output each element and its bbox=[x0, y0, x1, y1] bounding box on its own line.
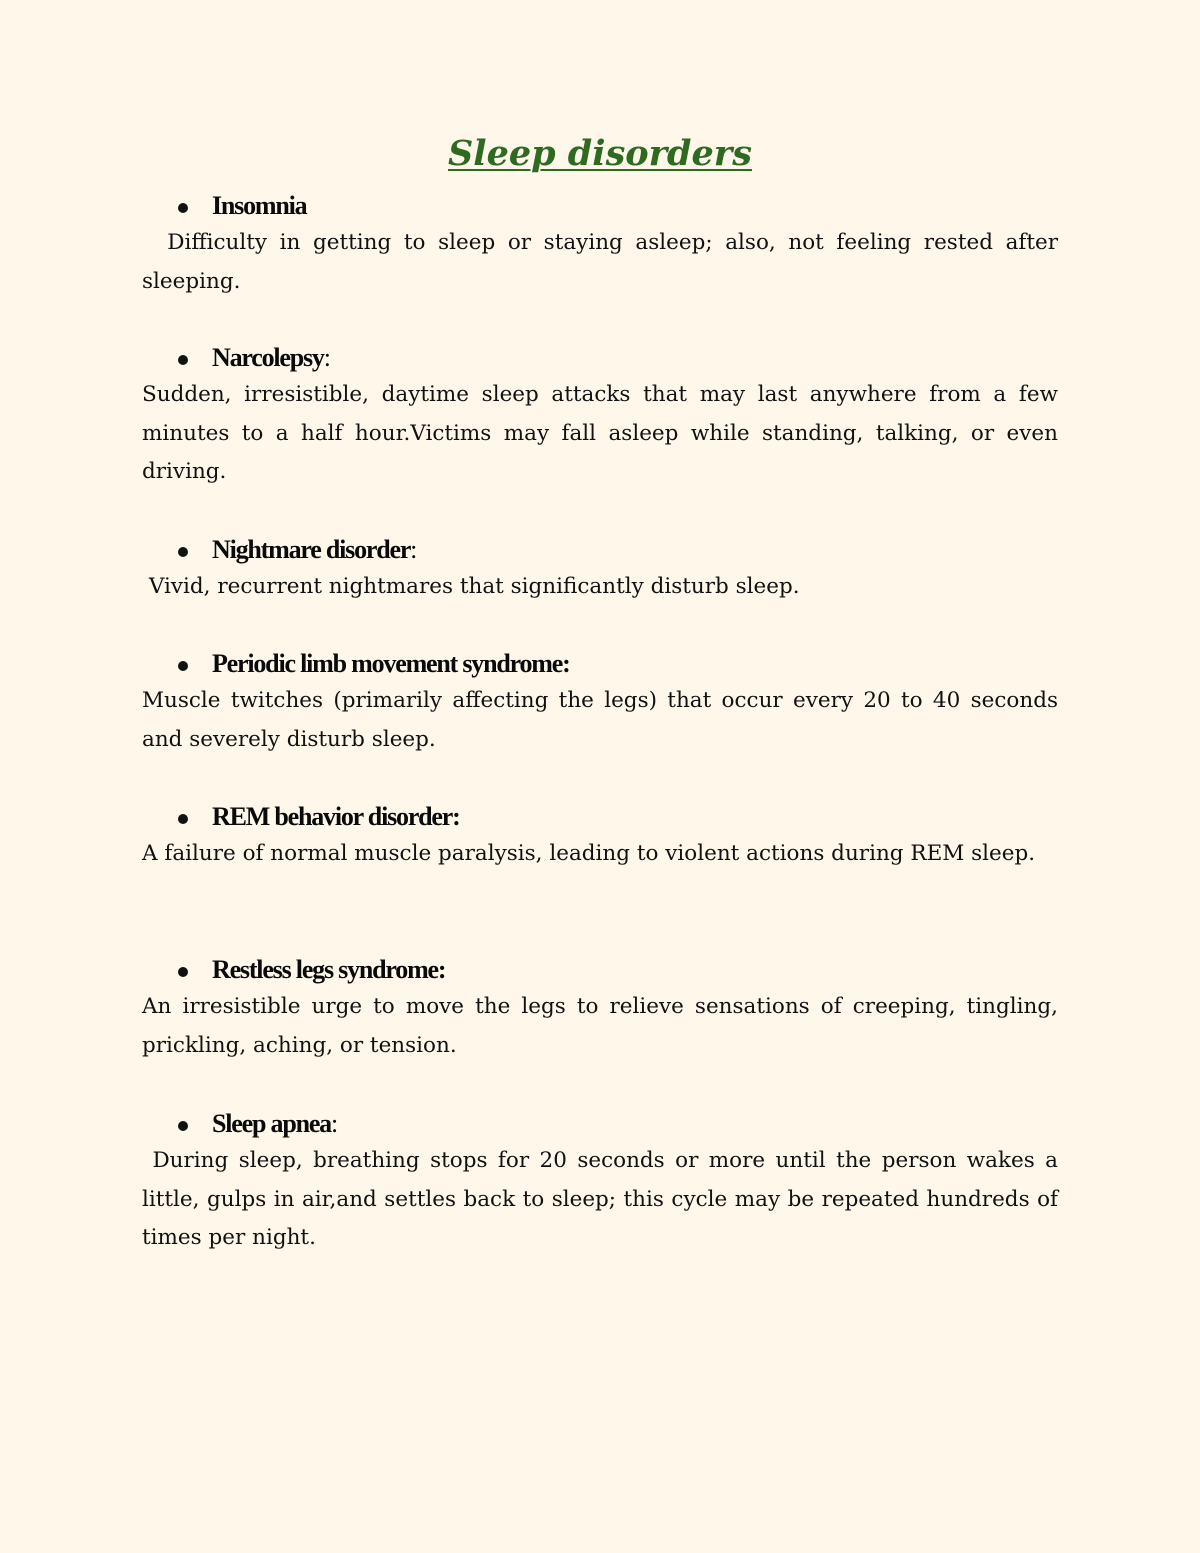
list-item-insomnia bbox=[142, 188, 1065, 301]
page-title: Sleep disorders bbox=[448, 133, 752, 174]
bullet-icon bbox=[178, 661, 188, 671]
bullet-icon bbox=[178, 814, 188, 824]
entry-definition: Muscle twitches (primarily affecting the legs) that occur every 20 to 40 seconds and severely disturb sleep. bbox=[142, 688, 1058, 752]
entry-term: REM behavior disorder: bbox=[212, 802, 460, 831]
bullet-icon bbox=[178, 1121, 188, 1131]
entry-definition: An irresistible urge to move the legs to relieve sensations of creeping, tingling, prickling, aching, or tension. bbox=[142, 994, 1058, 1058]
entry-definition: A failure of normal muscle paralysis, leading to violent actions during REM sleep. bbox=[142, 841, 1036, 866]
bullet-icon bbox=[178, 547, 188, 557]
entry-heading bbox=[142, 799, 1058, 835]
list-item-narcolepsy bbox=[142, 340, 1058, 492]
entry-heading bbox=[142, 952, 1058, 988]
entry-definition: Difficulty in getting to sleep or staying asleep; also, not feeling rested after sleeping. bbox=[142, 230, 1065, 294]
entry-heading bbox=[142, 646, 1058, 682]
bullet-icon bbox=[178, 203, 188, 213]
list-item-nightmare-disorder bbox=[142, 532, 1058, 607]
entry-term: Nightmare disorder: bbox=[212, 535, 418, 564]
entry-heading bbox=[142, 1106, 1058, 1142]
bullet-icon bbox=[178, 355, 188, 365]
entry-term: Insomnia bbox=[212, 191, 307, 220]
entry-definition: Vivid, recurrent nightmares that significantly disturb sleep. bbox=[142, 574, 800, 599]
entry-definition: During sleep, breathing stops for 20 seconds or more until the person wakes a little, gulps in air,and settles back to sleep; this cycle may be repeated hundreds of times per night. bbox=[142, 1148, 1065, 1250]
bullet-icon bbox=[178, 967, 188, 977]
entry-term: Narcolepsy: bbox=[212, 343, 331, 372]
entry-definition: Sudden, irresistible, daytime sleep attacks that may last anywhere from a few minutes to a half hour.Victims may fall asleep while standing, talking, or even driving. bbox=[142, 382, 1058, 484]
entry-heading bbox=[142, 188, 1058, 224]
entry-heading bbox=[142, 532, 1058, 568]
list-item-restless-legs bbox=[142, 952, 1058, 1065]
entry-term: Sleep apnea: bbox=[212, 1109, 339, 1138]
list-item-rem-behavior-disorder bbox=[142, 799, 1058, 874]
list-item-sleep-apnea bbox=[142, 1106, 1065, 1258]
entry-term: Restless legs syndrome: bbox=[212, 955, 446, 984]
list-item-periodic-limb-movement bbox=[142, 646, 1058, 759]
entry-term: Periodic limb movement syndrome: bbox=[212, 649, 570, 678]
entry-heading bbox=[142, 340, 1058, 376]
